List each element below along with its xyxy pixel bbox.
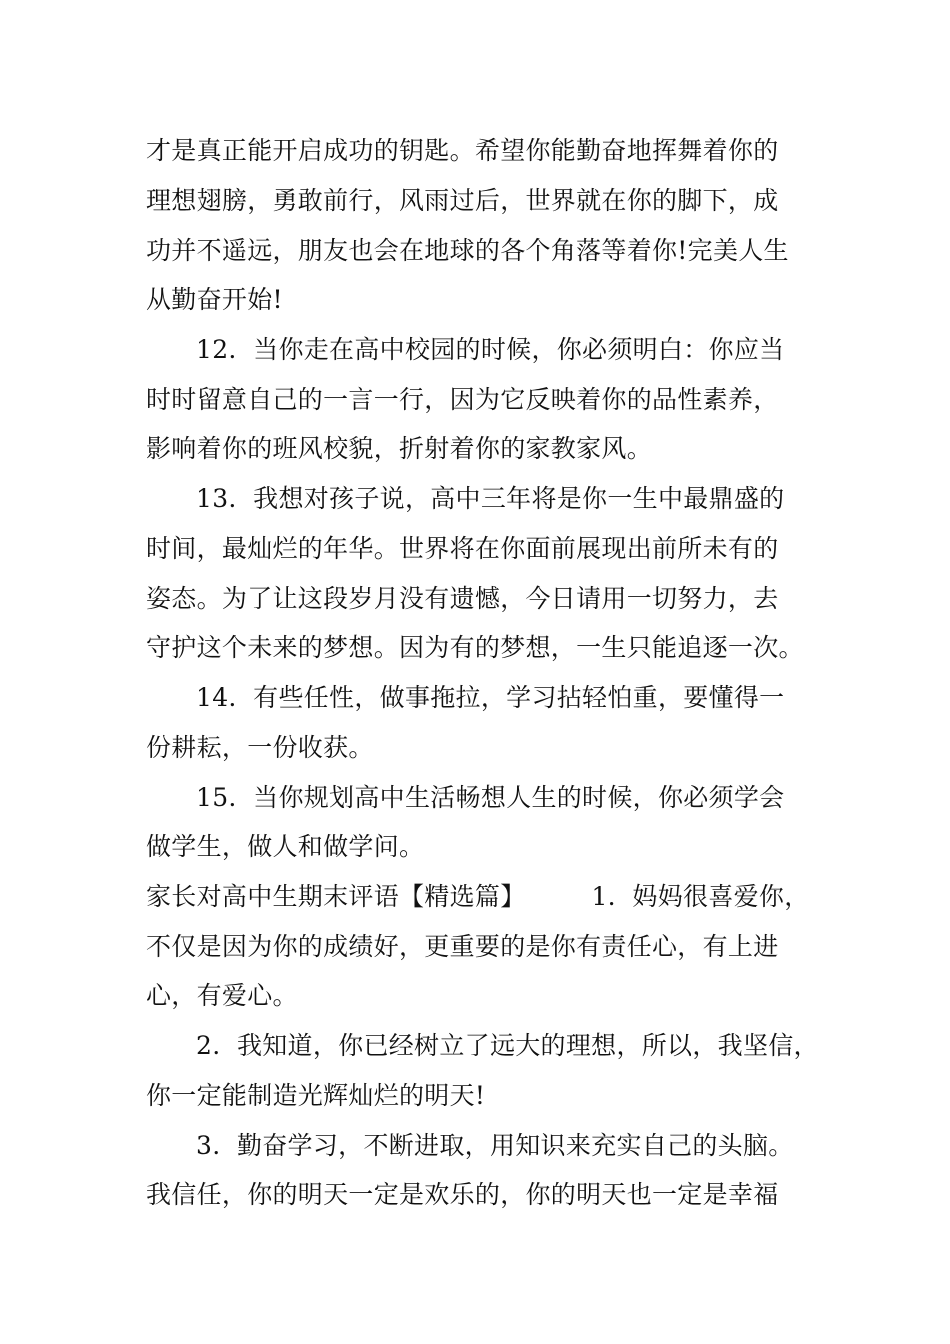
text-line: 心，有爱心。 — [146, 981, 298, 1010]
text-line: 功并不遥远，朋友也会在地球的各个角落等着你!完美人生 — [146, 236, 789, 265]
text-line: 不仅是因为你的成绩好，更重要的是你有责任心，有上进 — [146, 932, 779, 961]
text-line: 时时留意自己的一言一行，因为它反映着你的品性素养， — [146, 385, 779, 414]
text-line: 从勤奋开始! — [146, 285, 283, 314]
text-line: 时间，最灿烂的年华。世界将在你面前展现出前所未有的 — [146, 534, 779, 563]
text-line: 我信任，你的明天一定是欢乐的，你的明天也一定是幸福 — [146, 1180, 779, 1209]
text-line: 你一定能制造光辉灿烂的明天! — [146, 1081, 486, 1110]
paragraph-12-start: 12. 当你走在高中校园的时候，你必须明白：你应当 — [196, 335, 785, 364]
paragraph-2-start: 2. 我知道，你已经树立了远大的理想，所以，我坚信， — [196, 1031, 819, 1060]
text-line: 理想翅膀，勇敢前行，风雨过后，世界就在你的脚下，成 — [146, 186, 779, 215]
section-heading-line: 家长对高中生期末评语【精选篇】 1. 妈妈很喜爱你， — [146, 882, 810, 911]
paragraph-14-start: 14. 有些任性，做事拖拉，学习拈轻怕重，要懂得一 — [196, 683, 785, 712]
paragraph-3-start: 3. 勤奋学习，不断进取，用知识来充实自己的头脑。 — [196, 1131, 794, 1160]
paragraph-15-start: 15. 当你规划高中生活畅想人生的时候，你必须学会 — [196, 783, 785, 812]
text-line: 守护这个未来的梦想。因为有的梦想，一生只能追逐一次。 — [146, 633, 804, 662]
text-line: 影响着你的班风校貌，折射着你的家教家风。 — [146, 434, 653, 463]
text-line: 才是真正能开启成功的钥匙。希望你能勤奋地挥舞着你的 — [146, 136, 779, 165]
text-line: 姿态。为了让这段岁月没有遗憾，今日请用一切努力，去 — [146, 584, 779, 613]
text-line: 做学生，做人和做学问。 — [146, 832, 425, 861]
paragraph-13-start: 13. 我想对孩子说，高中三年将是你一生中最鼎盛的 — [196, 484, 785, 513]
text-line: 份耕耘，一份收获。 — [146, 733, 374, 762]
